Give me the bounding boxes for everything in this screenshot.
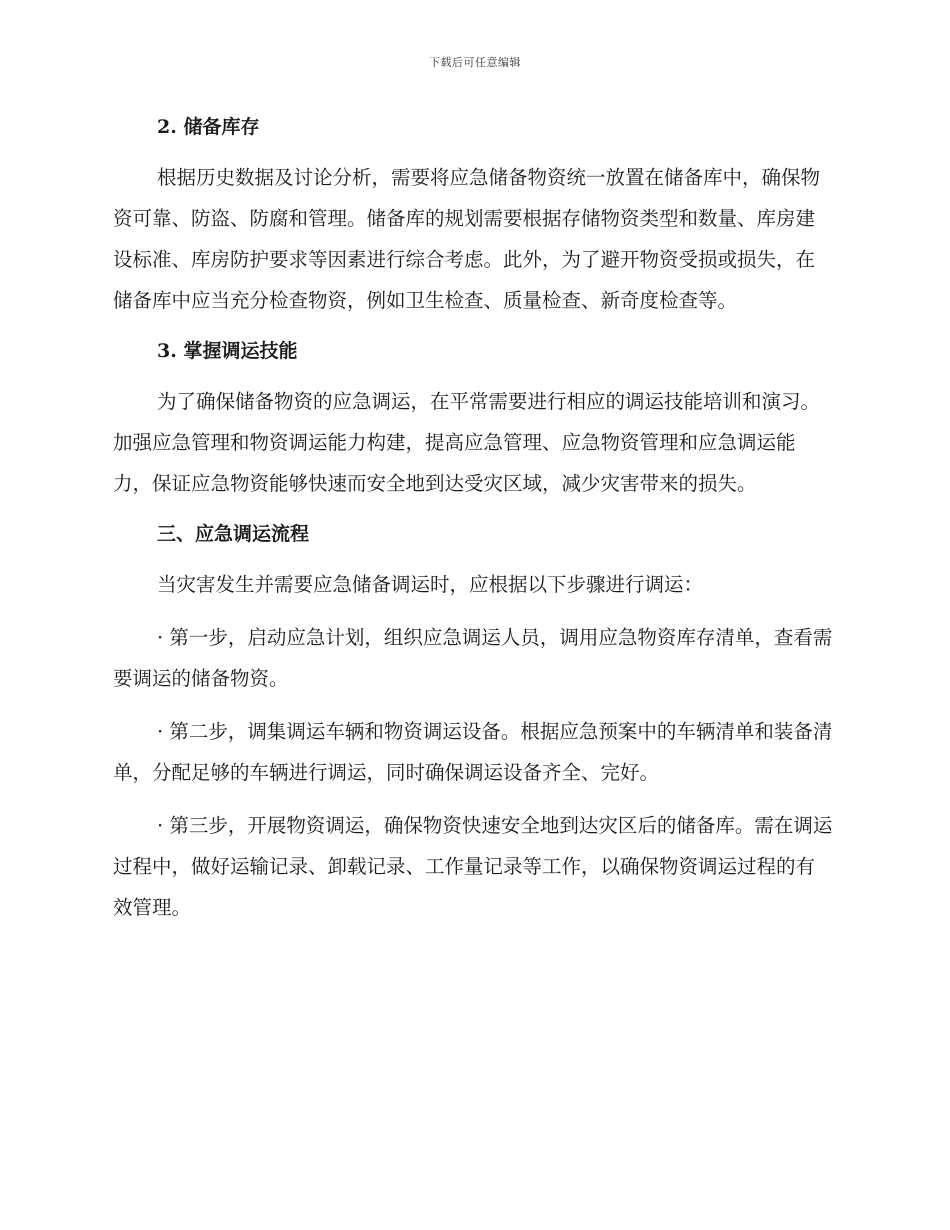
paragraph-storage: 根据历史数据及讨论分析，需要将应急储备物资统一放置在储备库中，确保物资可靠、防盗、防腐和管理。储备库的规划需要根据存储物资类型和数量、库房建设标准、库房防护要求等因素进行综合考虑。此外，为了避开物资受损或损失，在储备库中应当充分检查物资，例如卫生检查、质量检查、新奇度检查等。: [113, 166, 821, 312]
list-item-step-2: · 第二步，调集调运车辆和物资调运设备。根据应急预案中的车辆清单和装备清单，分配足够的车辆进行调运，同时确保调运设备齐全、完好。: [113, 720, 833, 784]
list-item-step-3: · 第三步，开展物资调运，确保物资快速安全地到达灾区后的储备库。需在调运过程中，做好运输记录、卸载记录、工作量记录等工作，以确保物资调运过程的有效管理。: [113, 814, 833, 919]
section-heading-skills: 3. 掌握调运技能: [157, 340, 298, 362]
paragraph-skills: 为了确保储备物资的应急调运，在平常需要进行相应的调运技能培训和演习。加强应急管理和物资调运能力构建，提高应急管理、应急物资管理和应急调运能力，保证应急物资能够快速而安全地到达受灾区域，减少灾害带来的损失。: [113, 390, 821, 495]
list-item-step-1: · 第一步，启动应急计划，组织应急调运人员，调用应急物资库存清单，查看需要调运的储备物资。: [113, 626, 833, 690]
paragraph-process-intro: 当灾害发生并需要应急储备调运时，应根据以下步骤进行调运：: [157, 573, 704, 596]
page-header: 下载后可任意编辑: [429, 56, 521, 69]
section-heading-storage: 2. 储备库存: [157, 116, 260, 138]
section-heading-process: 三、应急调运流程: [157, 523, 310, 545]
document-body: [113, 112, 833, 928]
